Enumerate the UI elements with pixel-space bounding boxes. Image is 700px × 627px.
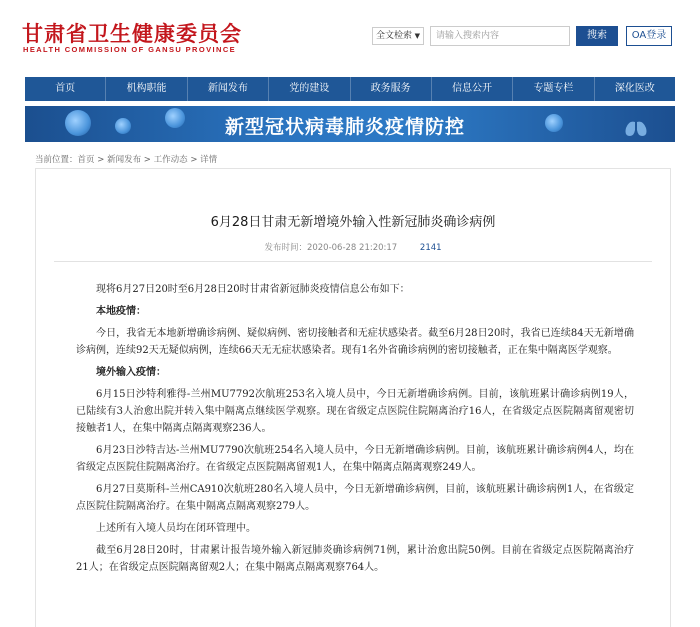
breadcrumb <box>35 153 217 165</box>
breadcrumb-link[interactable]: 首页 <box>77 155 95 165</box>
section-heading: 境外输入疫情： <box>96 367 166 378</box>
breadcrumb-separator: > <box>187 155 201 165</box>
breadcrumb-separator: > <box>141 155 154 165</box>
article-paragraph: 现将6月27日20时至6月28日20时甘肃省新冠肺炎疫情信息公布如下： <box>96 284 410 295</box>
covid-banner[interactable] <box>25 106 675 142</box>
chevron-down-icon: ▼ <box>414 32 420 40</box>
search-button[interactable]: 搜索 <box>576 26 618 46</box>
search-scope-select[interactable] <box>372 27 424 45</box>
nav-item[interactable]: 机构职能 <box>106 77 187 101</box>
breadcrumb-link[interactable]: 工作动态 <box>153 155 188 165</box>
article-body <box>76 281 634 581</box>
article-paragraph: 上述所有入境人员均在闭环管理中。 <box>96 523 256 534</box>
breadcrumb-link[interactable]: 新闻发布 <box>107 155 142 165</box>
main-nav <box>25 77 675 101</box>
article-paragraph: 6月23日沙特吉达-兰州MU7790次航班254名入境人员中，今日无新增确诊病例。目前，该航班累计确诊病例4人，均在省级定点医院住院隔离治疗。在省级定点医院隔离留观1人，在集中隔离点隔离观察249人。 <box>76 445 634 473</box>
article-paragraph: 今日，我省无本地新增确诊病例、疑似病例、密切接触者和无症状感染者。截至6月28日20时，我省已连续84天无新增确诊病例，连续92天无疑似病例，连续66天无无症状感染者。现有1名外省确诊病例的密切接触者，正在集中隔离医学观察。 <box>76 328 634 356</box>
nav-item[interactable]: 新闻发布 <box>188 77 269 101</box>
site-header <box>0 0 700 70</box>
search-input[interactable]: 请输入搜索内容 <box>430 26 570 46</box>
nav-item[interactable]: 党的建设 <box>269 77 350 101</box>
breadcrumb-separator: > <box>94 155 108 165</box>
virus-decoration-icon <box>545 114 563 132</box>
banner-title: 新型冠状病毒肺炎疫情防控 <box>225 116 466 138</box>
nav-item[interactable]: 首页 <box>25 77 106 101</box>
nav-item[interactable]: 政务服务 <box>351 77 432 101</box>
breadcrumb-link: 详情 <box>200 155 218 165</box>
divider <box>54 261 652 262</box>
nav-item[interactable]: 信息公开 <box>432 77 513 101</box>
breadcrumb-prefix: 当前位置： <box>35 155 78 165</box>
article-paragraph: 截至6月28日20时，甘肃累计报告境外输入新冠肺炎确诊病例71例，累计治愈出院50例。目前在省级定点医院隔离治疗21人；在省级定点医院隔离留观2人；在集中隔离点隔离观察764人。 <box>76 545 634 573</box>
article-paragraph: 6月15日沙特利雅得-兰州MU7792次航班253名入境人员中，今日无新增确诊病例。目前，该航班累计确诊病例19人，已陆续有3人治愈出院并转入集中隔离点继续医学观察。现在省级定点医院住院隔离治疗16人，在省级定点医院隔离留观密切接触者1人，在集中隔离点隔离观察236人。 <box>76 389 634 434</box>
view-count: 2141 <box>419 243 442 253</box>
article-meta <box>36 241 670 253</box>
article-paragraph: 6月27日莫斯科-兰州CA910次航班280名入境人员中，今日无新增确诊病例，目前，该航班累计确诊病例1人，在省级定点医院住院隔离治疗。在集中隔离点隔离观察279人。 <box>76 484 634 512</box>
oa-login-button[interactable]: OA登录 <box>626 26 672 46</box>
virus-decoration-icon <box>165 108 185 128</box>
section-heading: 本地疫情： <box>96 306 146 317</box>
search-scope-label: 全文检索 <box>376 31 413 41</box>
article-title: 6月28日甘肃无新增境外输入性新冠肺炎确诊病例 <box>210 215 496 230</box>
site-logo[interactable]: 甘肃省卫生健康委员会 <box>22 22 242 46</box>
virus-decoration-icon <box>115 118 131 134</box>
virus-decoration-icon <box>65 110 91 136</box>
nav-item[interactable]: 专题专栏 <box>513 77 594 101</box>
publish-date: 发布时间：2020-06-28 21:20:17 <box>264 243 398 253</box>
lungs-icon <box>620 108 652 140</box>
article-panel <box>35 168 671 627</box>
site-logo-subtitle: HEALTH COMMISSION OF GANSU PROVINCE <box>23 45 237 54</box>
nav-item[interactable]: 深化医改 <box>614 83 655 94</box>
